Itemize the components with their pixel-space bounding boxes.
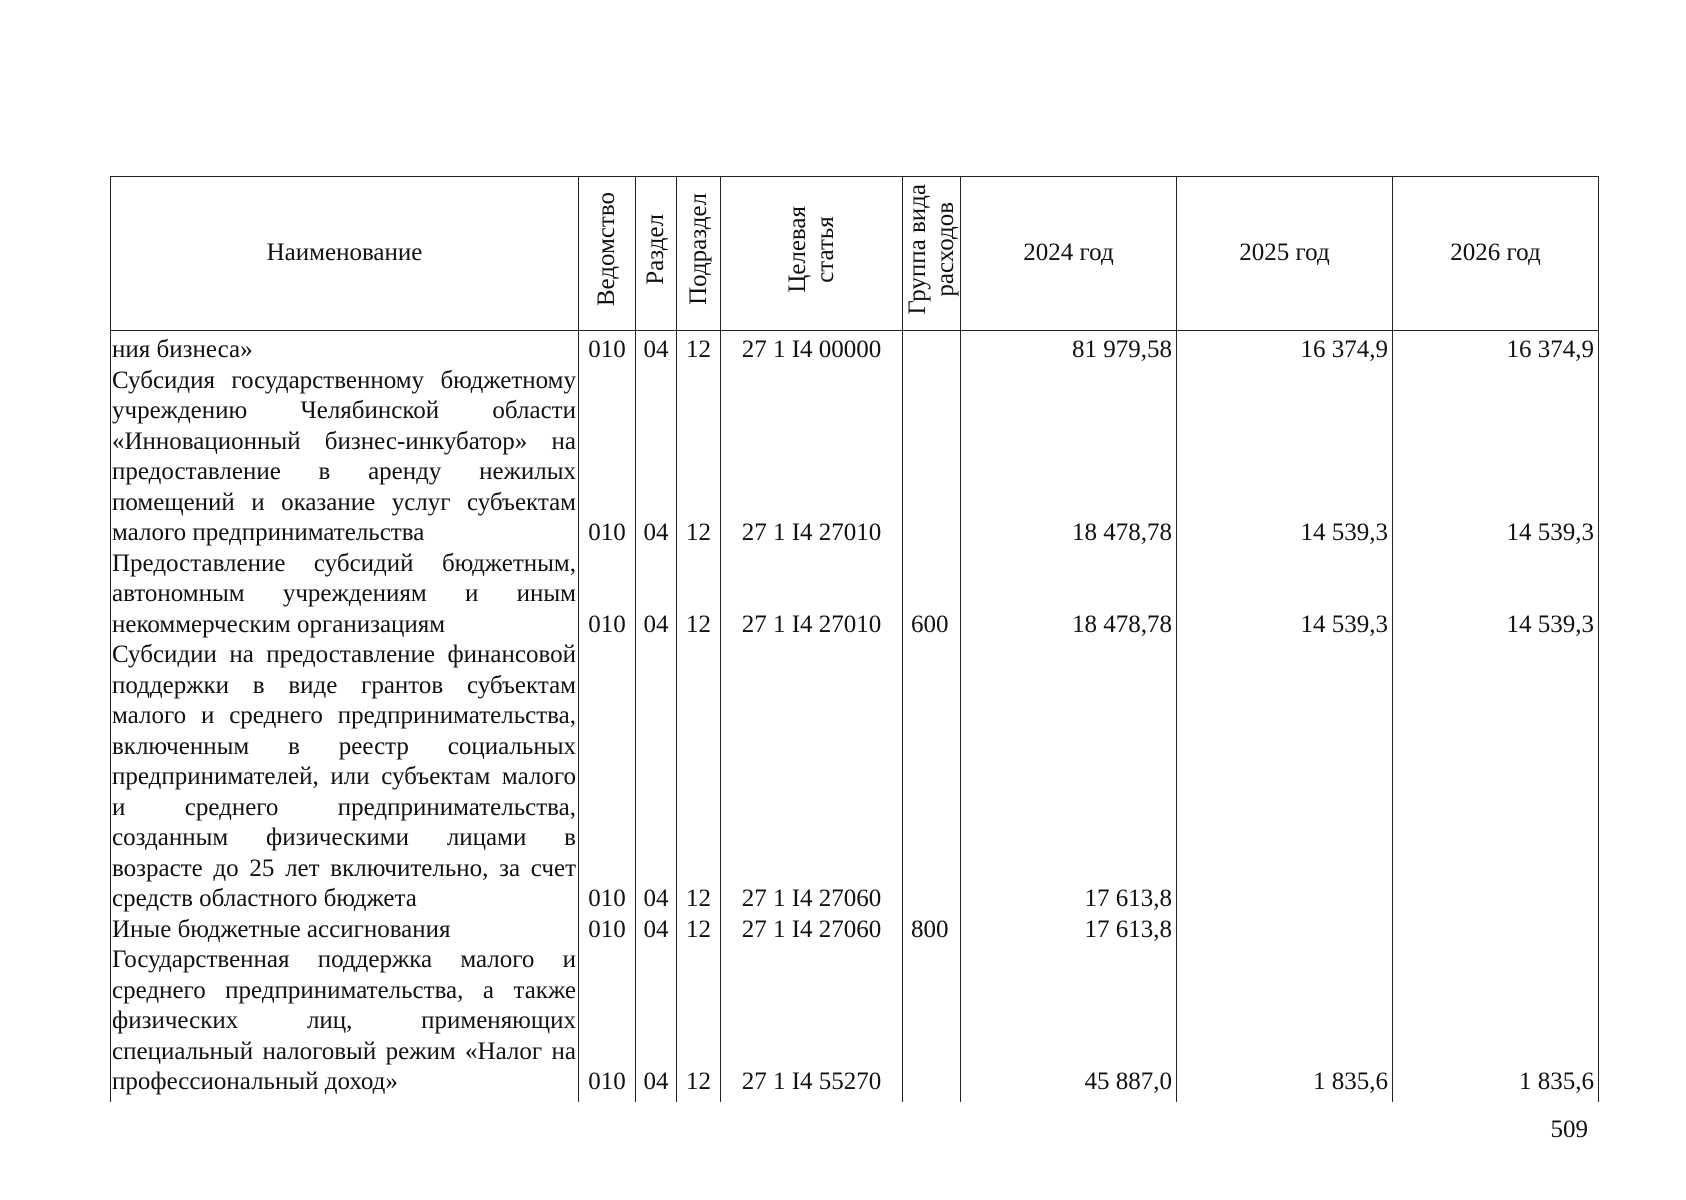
header-article-label <box>784 206 840 293</box>
table-row <box>111 640 1599 915</box>
table-row <box>111 915 1599 946</box>
cell-section: 04 <box>636 640 677 915</box>
cell-dept: 010 <box>579 640 636 915</box>
cell-group <box>903 331 961 366</box>
table-row <box>111 331 1599 366</box>
header-2025: 2025 год <box>1177 177 1393 331</box>
table-row <box>111 549 1599 641</box>
cell-2024: 17 613,8 <box>961 640 1177 915</box>
header-name: Наименование <box>111 177 579 331</box>
header-group <box>903 177 961 331</box>
cell-name: Субсидии на предоставление финансовой поддержки в виде грантов субъектам малого и среднего предпринимательства, включенным в реестр социальных предпринимателей, или субъектам малого и среднего предпринимательства, созданным физическими лицами в возрасте до 25 лет включительно, за счет средств областного бюджета <box>111 640 579 915</box>
cell-name: Предоставление субсидий бюджетным, автономным учреждениям и иным некоммерческим организациям <box>111 549 579 641</box>
cell-group: 600 <box>903 549 961 641</box>
header-subsection <box>677 177 721 331</box>
header-article-line1: Целевая <box>783 205 811 293</box>
cell-2025: 1 835,6 <box>1177 945 1393 1102</box>
header-group-line2: расходов <box>931 201 959 297</box>
cell-group <box>903 366 961 549</box>
cell-subsection: 12 <box>677 640 721 915</box>
header-dept-label: Ведомство <box>593 192 620 307</box>
cell-dept: 010 <box>579 331 636 366</box>
header-2026: 2026 год <box>1393 177 1599 331</box>
cell-2026 <box>1393 915 1599 946</box>
cell-section: 04 <box>636 945 677 1102</box>
cell-group: 800 <box>903 915 961 946</box>
cell-section: 04 <box>636 331 677 366</box>
header-group-line1: Группа вида <box>903 183 931 315</box>
cell-2024: 18 478,78 <box>961 549 1177 641</box>
cell-2025 <box>1177 640 1393 915</box>
cell-2024: 45 887,0 <box>961 945 1177 1102</box>
header-dept <box>579 177 636 331</box>
cell-2026: 1 835,6 <box>1393 945 1599 1102</box>
cell-2025: 14 539,3 <box>1177 549 1393 641</box>
cell-dept: 010 <box>579 945 636 1102</box>
header-2024: 2024 год <box>961 177 1177 331</box>
cell-group <box>903 945 961 1102</box>
cell-subsection: 12 <box>677 549 721 641</box>
table-row <box>111 366 1599 549</box>
header-section-label: Раздел <box>642 213 669 285</box>
cell-2025: 14 539,3 <box>1177 366 1393 549</box>
cell-2024: 17 613,8 <box>961 915 1177 946</box>
cell-2025: 16 374,9 <box>1177 331 1393 366</box>
page-number: 509 <box>1550 1116 1588 1143</box>
cell-name: ния бизнеса» <box>111 331 579 366</box>
cell-2026: 14 539,3 <box>1393 366 1599 549</box>
cell-article: 27 1 I4 27010 <box>721 366 903 549</box>
cell-article: 27 1 I4 55270 <box>721 945 903 1102</box>
cell-group <box>903 640 961 915</box>
cell-2024: 81 979,58 <box>961 331 1177 366</box>
header-subsection-label: Подраздел <box>684 193 712 306</box>
cell-subsection: 12 <box>677 915 721 946</box>
cell-name: Иные бюджетные ассигнования <box>111 915 579 946</box>
cell-dept: 010 <box>579 366 636 549</box>
table-row <box>111 945 1599 1102</box>
cell-article: 27 1 I4 27060 <box>721 915 903 946</box>
cell-2025 <box>1177 915 1393 946</box>
cell-name: Государственная поддержка малого и среднего предпринимательства, а также физических лиц, применяющих специальный налоговый режим «Налог на профессиональный доход» <box>111 945 579 1102</box>
cell-section: 04 <box>636 366 677 549</box>
cell-subsection: 12 <box>677 366 721 549</box>
budget-table <box>110 176 1599 1102</box>
cell-2026: 16 374,9 <box>1393 331 1599 366</box>
cell-subsection: 12 <box>677 945 721 1102</box>
table-header-row <box>111 177 1599 331</box>
cell-2026 <box>1393 640 1599 915</box>
cell-dept: 010 <box>579 549 636 641</box>
cell-article: 27 1 I4 27010 <box>721 549 903 641</box>
cell-section: 04 <box>636 549 677 641</box>
cell-article: 27 1 I4 00000 <box>721 331 903 366</box>
header-article-line2: статья <box>811 215 839 283</box>
cell-section: 04 <box>636 915 677 946</box>
cell-dept: 010 <box>579 915 636 946</box>
cell-article: 27 1 I4 27060 <box>721 640 903 915</box>
header-section <box>636 177 677 331</box>
cell-subsection: 12 <box>677 331 721 366</box>
cell-2024: 18 478,78 <box>961 366 1177 549</box>
header-article <box>721 177 903 331</box>
header-group-label <box>904 184 960 315</box>
cell-2026: 14 539,3 <box>1393 549 1599 641</box>
cell-name: Субсидия государственному бюджетному учреждению Челябинской области «Инновационный бизнес-инкубатор» на предоставление в аренду нежилых помещений и оказание услуг субъектам малого предпринимательства <box>111 366 579 549</box>
